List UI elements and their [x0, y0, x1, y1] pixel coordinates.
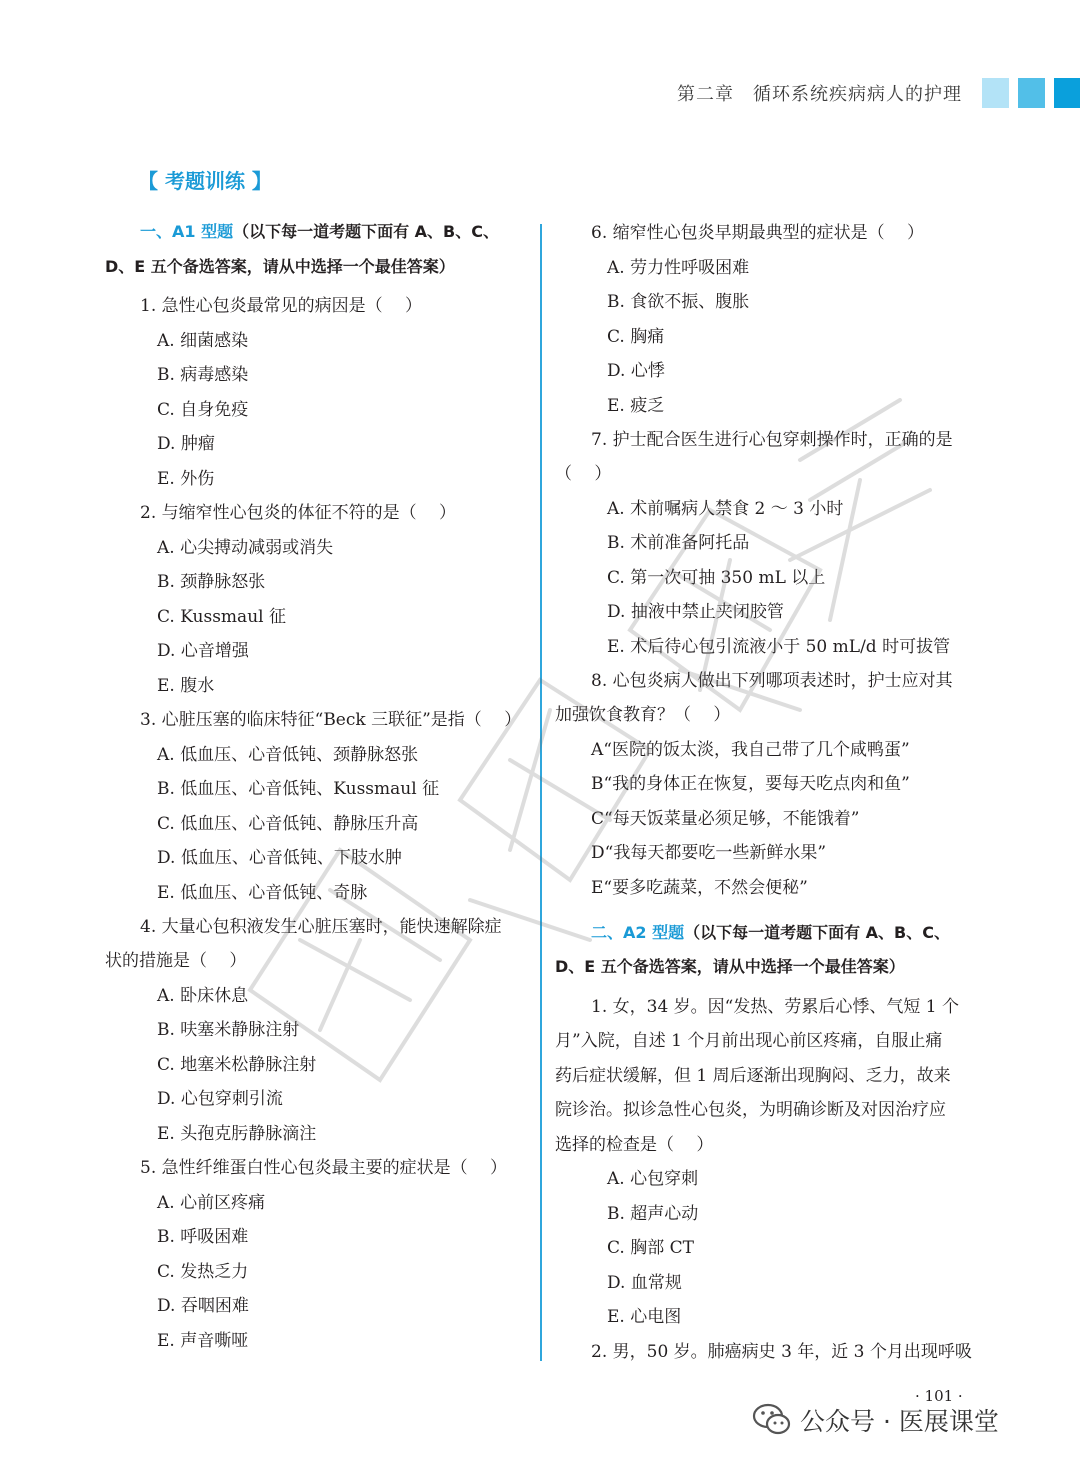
group-title: 一、A1 型题	[140, 222, 234, 241]
answer-option: C. 发热乏力	[157, 1262, 249, 1282]
answer-option: B. 颈静脉怒张	[157, 572, 266, 592]
question-stem: 3. 心脏压塞的临床特征“Beck 三联征”是指（ ）	[140, 710, 522, 730]
answer-option: D. 心悸	[607, 361, 665, 381]
answer-option: A“医院的饭太淡，我自己带了几个咸鸭蛋”	[591, 740, 910, 760]
section-heading: 【 考题训练 】	[138, 169, 272, 193]
question-stem: 7. 护士配合医生进行心包穿刺操作时，正确的是	[591, 430, 953, 450]
question-stem: 月”入院，自述 1 个月前出现心前区疼痛，自服止痛	[555, 1031, 943, 1051]
group-description: D、E 五个备选答案，请从中选择一个最佳答案）	[555, 957, 905, 976]
answer-option: B. 食欲不振、腹胀	[607, 292, 750, 312]
answer-option: B. 超声心动	[607, 1204, 699, 1224]
answer-option: A. 术前嘱病人禁食 2 ～ 3 小时	[607, 499, 844, 519]
answer-option: E. 声音嘶哑	[157, 1331, 249, 1351]
answer-option: D. 吞咽困难	[157, 1296, 249, 1316]
question-stem: 2. 与缩窄性心包炎的体征不符的是（ ）	[140, 503, 457, 523]
header-accent-block	[1018, 78, 1045, 108]
question-stem: 5. 急性纤维蛋白性心包炎最主要的症状是（ ）	[140, 1158, 508, 1178]
question-stem: 1. 女，34 岁。因“发热、劳累后心悸、气短 1 个	[591, 997, 959, 1017]
question-stem: 状的措施是（ ）	[105, 951, 247, 971]
answer-option: C“每天饭菜量必须足够，不能饿着”	[591, 809, 860, 829]
answer-option: B. 低血压、心音低钝、Kussmaul 征	[157, 779, 440, 799]
answer-option: A. 细菌感染	[157, 331, 249, 351]
answer-option: D. 肿瘤	[157, 434, 215, 454]
question-stem: 选择的检查是（ ）	[555, 1135, 714, 1155]
question-stem: 院诊治。拟诊急性心包炎，为明确诊断及对因治疗应	[555, 1100, 946, 1120]
question-stem: 1. 急性心包炎最常见的病因是（ ）	[140, 296, 423, 316]
header-accent-block	[1054, 78, 1080, 108]
answer-option: C. 胸痛	[607, 327, 665, 347]
answer-option: E“要多吃蔬菜，不然会便秘”	[591, 878, 808, 898]
chapter-title: 第二章 循环系统疾病病人的护理	[677, 84, 962, 105]
group-heading-a1	[140, 220, 499, 244]
answer-option: D. 抽液中禁止夹闭胶管	[607, 602, 784, 622]
answer-option: E. 心电图	[607, 1307, 682, 1327]
answer-option: E. 外伤	[157, 469, 215, 489]
answer-option: E. 头孢克肟静脉滴注	[157, 1124, 317, 1144]
answer-option: E. 腹水	[157, 676, 215, 696]
answer-option: C. 第一次可抽 350 mL 以上	[607, 568, 826, 588]
group-heading-a2	[591, 921, 950, 945]
answer-option: D. 心音增强	[157, 641, 249, 661]
answer-option: B. 术前准备阿托品	[607, 533, 750, 553]
footer-watermark	[752, 1402, 999, 1438]
answer-option: D. 低血压、心音低钝、下肢水肿	[157, 848, 402, 868]
answer-option: B. 病毒感染	[157, 365, 249, 385]
answer-option: A. 心尖搏动减弱或消失	[157, 538, 334, 558]
answer-option: B“我的身体正在恢复，要每天吃点肉和鱼”	[591, 774, 910, 794]
answer-option: A. 心前区疼痛	[157, 1193, 266, 1213]
question-stem: 2. 男，50 岁。肺癌病史 3 年，近 3 个月出现呼吸	[591, 1342, 972, 1362]
answer-option: C. 自身免疫	[157, 400, 249, 420]
answer-option: E. 低血压、心音低钝、奇脉	[157, 883, 368, 903]
answer-option: C. 地塞米松静脉注射	[157, 1055, 317, 1075]
question-stem: 6. 缩窄性心包炎早期最典型的症状是（ ）	[591, 223, 925, 243]
answer-option: A. 卧床休息	[157, 986, 249, 1006]
answer-option: A. 心包穿刺	[607, 1169, 699, 1189]
question-stem: 8. 心包炎病人做出下列哪项表述时，护士应对其	[591, 671, 953, 691]
answer-option: A. 低血压、心音低钝、颈静脉怒张	[157, 745, 419, 765]
answer-option: D“我每天都要吃一些新鲜水果”	[591, 843, 827, 863]
question-stem: 加强饮食教育？（ ）	[555, 705, 731, 725]
answer-option: E. 疲乏	[607, 396, 665, 416]
group-description: （以下每一道考题下面有 A、B、C、	[233, 222, 499, 241]
page-number: · 101 ·	[915, 1387, 963, 1405]
answer-option: D. 血常规	[607, 1273, 682, 1293]
answer-option: C. 低血压、心音低钝、静脉压升高	[157, 814, 419, 834]
question-stem: （ ）	[555, 464, 612, 484]
answer-option: B. 呼吸困难	[157, 1227, 249, 1247]
answer-option: C. 胸部 CT	[607, 1238, 694, 1258]
group-description: （以下每一道考题下面有 A、B、C、	[684, 923, 950, 942]
group-title: 二、A2 型题	[591, 923, 685, 942]
question-stem: 4. 大量心包积液发生心脏压塞时，能快速解除症	[140, 917, 502, 937]
column-divider	[540, 224, 542, 1361]
question-stem: 药后症状缓解，但 1 周后逐渐出现胸闷、乏力，故来	[555, 1066, 951, 1086]
answer-option: B. 呋塞米静脉注射	[157, 1020, 300, 1040]
answer-option: D. 心包穿刺引流	[157, 1089, 283, 1109]
group-description: D、E 五个备选答案，请从中选择一个最佳答案）	[105, 257, 455, 276]
answer-option: E. 术后待心包引流液小于 50 mL/d 时可拔管	[607, 637, 951, 657]
answer-option: C. Kussmaul 征	[157, 607, 286, 627]
answer-option: A. 劳力性呼吸困难	[607, 258, 750, 278]
wechat-icon	[752, 1402, 792, 1438]
header-accent-block	[982, 78, 1009, 108]
footer-watermark-text: 公众号 · 医展课堂	[800, 1407, 999, 1436]
